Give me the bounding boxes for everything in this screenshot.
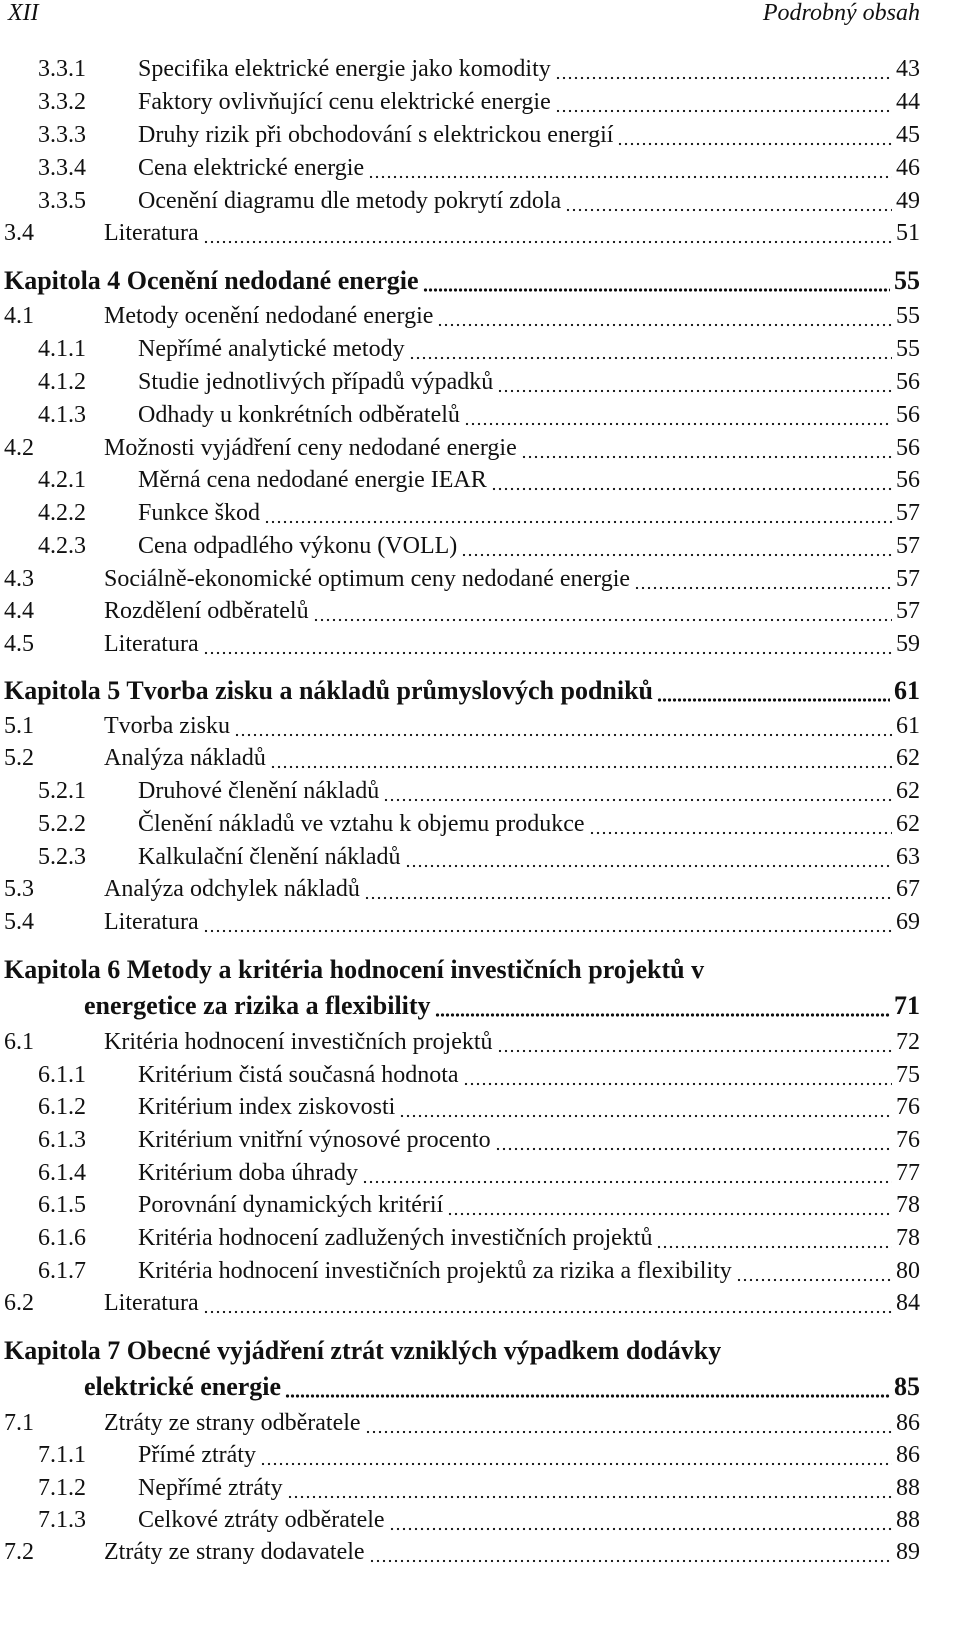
section-title: Nepřímé analytické metody — [138, 332, 409, 366]
page-number: 84 — [896, 1290, 920, 1316]
dot-leader — [285, 1370, 890, 1404]
page-number: 88 — [896, 1507, 920, 1533]
section-number: 6.1.7 — [38, 1258, 86, 1284]
toc-chapter-entry[interactable] — [4, 264, 920, 298]
section-number: 7.1 — [4, 1410, 34, 1436]
dot-leader — [409, 332, 892, 366]
section-title: Cena odpadlého výkonu (VOLL) — [138, 529, 461, 563]
toc-entry[interactable] — [4, 1406, 920, 1440]
section-title: Přímé ztráty — [138, 1438, 260, 1472]
toc-entry[interactable] — [38, 1090, 920, 1124]
dot-leader — [203, 905, 892, 939]
section-number: 3.3.4 — [38, 155, 86, 181]
dot-leader — [617, 118, 892, 152]
section-title: Kritérium index ziskovosti — [138, 1090, 399, 1124]
section-number: 3.3.2 — [38, 89, 86, 115]
section-title: Porovnání dynamických kritérií — [138, 1188, 447, 1222]
section-title: Specifika elektrické energie jako komodity — [138, 52, 555, 86]
section-number: 7.1.2 — [38, 1475, 86, 1501]
toc-entry[interactable] — [38, 1123, 920, 1157]
section-title: Možnosti vyjádření ceny nedodané energie — [104, 431, 521, 465]
toc-entry[interactable] — [38, 1221, 920, 1255]
section-title: Druhy rizik při obchodování s elektrickou energií — [138, 118, 617, 152]
section-number: 6.1.1 — [38, 1062, 86, 1088]
dot-leader — [203, 627, 892, 661]
section-title: Cena elektrické energie — [138, 151, 368, 185]
page-number: 56 — [896, 467, 920, 493]
dot-leader — [461, 529, 892, 563]
section-title: Sociálně-ekonomické optimum ceny nedodané energie — [104, 562, 634, 596]
section-title: Druhové členění nákladů — [138, 774, 383, 808]
toc-entry[interactable] — [38, 1503, 920, 1537]
section-title: Metody ocenění nedodané energie — [104, 299, 437, 333]
page-number: 86 — [896, 1410, 920, 1436]
section-title: Celkové ztráty odběratele — [138, 1503, 389, 1537]
section-title: Studie jednotlivých případů výpadků — [138, 365, 497, 399]
section-title: Literatura — [104, 216, 203, 250]
section-number: 4.3 — [4, 566, 34, 592]
toc-entry[interactable] — [38, 840, 920, 874]
section-number: 5.1 — [4, 713, 34, 739]
dot-leader — [497, 365, 892, 399]
page-number: 76 — [896, 1127, 920, 1153]
section-number: 5.3 — [4, 876, 34, 902]
toc-entry[interactable] — [4, 594, 920, 628]
page-number: 57 — [896, 566, 920, 592]
page-number: 57 — [896, 598, 920, 624]
page-number: 45 — [896, 122, 920, 148]
section-title: Kritéria hodnocení investičních projektů za rizika a flexibility — [138, 1254, 736, 1288]
toc-entry[interactable] — [38, 807, 920, 841]
section-title: Odhady u konkrétních odběratelů — [138, 398, 464, 432]
section-title: Členění nákladů ve vztahu k objemu produkce — [138, 807, 589, 841]
section-title: Nepřímé ztráty — [138, 1471, 287, 1505]
toc-chapter-entry[interactable] — [4, 953, 920, 1025]
dot-leader — [555, 85, 892, 119]
section-number: 5.2.3 — [38, 844, 86, 870]
dot-leader — [260, 1438, 892, 1472]
page-number: 59 — [896, 631, 920, 657]
section-number: 4.1.2 — [38, 369, 86, 395]
section-title: Tvorba zisku — [104, 709, 234, 743]
page-number: 62 — [896, 778, 920, 804]
chapter-title: elektrické energie — [84, 1370, 285, 1404]
dot-leader — [463, 1058, 892, 1092]
toc-chapter-entry[interactable] — [4, 674, 920, 708]
toc-entry[interactable] — [38, 1156, 920, 1190]
section-number: 3.4 — [4, 220, 34, 246]
dot-leader — [495, 1123, 892, 1157]
page-number: 78 — [896, 1192, 920, 1218]
dot-leader — [287, 1471, 892, 1505]
section-title: Kritéria hodnocení investičních projektů — [104, 1025, 497, 1059]
page-number: 78 — [896, 1225, 920, 1251]
header-section-title: Podrobný obsah — [762, 0, 920, 26]
section-number: 4.4 — [4, 598, 34, 624]
section-number: 4.2 — [4, 435, 34, 461]
toc-entry[interactable] — [4, 627, 920, 661]
dot-leader — [435, 989, 890, 1023]
toc-entry[interactable] — [38, 1254, 920, 1288]
page-number: 76 — [896, 1094, 920, 1120]
page-number: 86 — [896, 1442, 920, 1468]
section-number: 4.1.3 — [38, 402, 86, 428]
section-number: 6.1 — [4, 1029, 34, 1055]
section-number: 4.2.3 — [38, 533, 86, 559]
section-title: Rozdělení odběratelů — [104, 594, 313, 628]
page-number: 89 — [896, 1539, 920, 1565]
section-title: Faktory ovlivňující cenu elektrické energie — [138, 85, 555, 119]
page-number: 62 — [896, 811, 920, 837]
dot-leader — [389, 1503, 892, 1537]
page-number: 72 — [896, 1029, 920, 1055]
page-number: 63 — [896, 844, 920, 870]
toc-entry[interactable] — [38, 85, 920, 119]
section-number: 6.2 — [4, 1290, 34, 1316]
page-number: 61 — [894, 676, 920, 705]
toc-entry[interactable] — [38, 365, 920, 399]
toc-entry[interactable] — [38, 52, 920, 86]
dot-leader — [368, 151, 892, 185]
page-number: 49 — [896, 188, 920, 214]
section-title: Kritéria hodnocení zadlužených investičních projektů — [138, 1221, 656, 1255]
page-number: 46 — [896, 155, 920, 181]
page-number: 67 — [896, 876, 920, 902]
toc-entry[interactable] — [4, 562, 920, 596]
page-number: 55 — [896, 303, 920, 329]
section-number: 3.3.3 — [38, 122, 86, 148]
page-number: 56 — [896, 435, 920, 461]
page-number: 71 — [894, 991, 920, 1020]
dot-leader — [657, 674, 890, 708]
dot-leader — [383, 774, 892, 808]
section-number: 5.2.2 — [38, 811, 86, 837]
section-number: 5.2 — [4, 745, 34, 771]
section-title: Literatura — [104, 627, 203, 661]
dot-leader — [497, 1025, 892, 1059]
section-number: 7.1.3 — [38, 1507, 86, 1533]
section-number: 5.4 — [4, 909, 34, 935]
section-title: Kalkulační členění nákladů — [138, 840, 405, 874]
page-number: 56 — [896, 369, 920, 395]
page-number: 43 — [896, 56, 920, 82]
dot-leader — [364, 872, 892, 906]
section-title: Měrná cena nedodané energie IEAR — [138, 463, 491, 497]
page-number: 44 — [896, 89, 920, 115]
page-number: 75 — [896, 1062, 920, 1088]
toc-entry[interactable] — [38, 529, 920, 563]
toc-entry[interactable] — [4, 872, 920, 906]
toc-entry[interactable] — [38, 1438, 920, 1472]
chapter-title-line1: Kapitola 6 Metody a kritéria hodnocení investičních projektů v — [4, 955, 705, 984]
section-title: Kritérium vnitřní výnosové procento — [138, 1123, 495, 1157]
dot-leader — [203, 216, 892, 250]
section-title: Ztráty ze strany odběratele — [104, 1406, 365, 1440]
section-title: Ocenění diagramu dle metody pokrytí zdola — [138, 184, 565, 218]
section-number: 6.1.4 — [38, 1160, 86, 1186]
section-number: 6.1.6 — [38, 1225, 86, 1251]
section-number: 4.1.1 — [38, 336, 86, 362]
dot-leader — [365, 1406, 892, 1440]
toc-entry[interactable] — [38, 398, 920, 432]
page-number-roman: XII — [8, 0, 39, 26]
section-number: 4.5 — [4, 631, 34, 657]
toc-entry[interactable] — [38, 774, 920, 808]
toc-entry[interactable] — [4, 431, 920, 465]
page-number: 80 — [896, 1258, 920, 1284]
section-number: 6.1.3 — [38, 1127, 86, 1153]
dot-leader — [405, 840, 892, 874]
section-title: Analýza nákladů — [104, 741, 270, 775]
toc-entry[interactable] — [38, 184, 920, 218]
dot-leader — [203, 1286, 892, 1320]
page-number: 61 — [896, 713, 920, 739]
section-number: 4.1 — [4, 303, 34, 329]
section-number: 7.2 — [4, 1539, 34, 1565]
page-number: 88 — [896, 1475, 920, 1501]
dot-leader — [589, 807, 892, 841]
dot-leader — [362, 1156, 892, 1190]
chapter-title: energetice za rizika a flexibility — [84, 989, 435, 1023]
toc-entry[interactable] — [4, 216, 920, 250]
section-number: 5.2.1 — [38, 778, 86, 804]
chapter-title-line1: Kapitola 7 Obecné vyjádření ztrát vzniklých výpadkem dodávky — [4, 1336, 722, 1365]
section-number: 6.1.5 — [38, 1192, 86, 1218]
dot-leader — [423, 264, 890, 298]
toc-entry[interactable] — [38, 463, 920, 497]
page-number: 69 — [896, 909, 920, 935]
dot-leader — [270, 741, 892, 775]
dot-leader — [437, 299, 892, 333]
section-number: 6.1.2 — [38, 1094, 86, 1120]
page-number: 77 — [896, 1160, 920, 1186]
dot-leader — [491, 463, 892, 497]
toc-entry[interactable] — [4, 709, 920, 743]
section-number: 3.3.1 — [38, 56, 86, 82]
dot-leader — [234, 709, 892, 743]
page-number: 57 — [896, 533, 920, 559]
section-title: Kritérium doba úhrady — [138, 1156, 362, 1190]
page-number: 55 — [896, 336, 920, 362]
section-title: Kritérium čistá současná hodnota — [138, 1058, 463, 1092]
toc-entry[interactable] — [4, 1025, 920, 1059]
toc-entry[interactable] — [4, 905, 920, 939]
section-title: Ztráty ze strany dodavatele — [104, 1535, 369, 1569]
section-number: 3.3.5 — [38, 188, 86, 214]
page-number: 55 — [894, 266, 920, 295]
toc-entry[interactable] — [38, 1058, 920, 1092]
page-number: 85 — [894, 1372, 920, 1401]
dot-leader — [565, 184, 892, 218]
toc-entry[interactable] — [4, 1286, 920, 1320]
dot-leader — [399, 1090, 892, 1124]
toc-chapter-entry[interactable] — [4, 1334, 920, 1406]
toc-entry[interactable] — [38, 1188, 920, 1222]
toc-entry[interactable] — [38, 151, 920, 185]
dot-leader — [447, 1188, 892, 1222]
section-number: 4.2.2 — [38, 500, 86, 526]
dot-leader — [264, 496, 892, 530]
dot-leader — [521, 431, 892, 465]
page-number: 56 — [896, 402, 920, 428]
page-number: 62 — [896, 745, 920, 771]
dot-leader — [555, 52, 892, 86]
dot-leader — [313, 594, 892, 628]
dot-leader — [369, 1535, 892, 1569]
toc-entry[interactable] — [38, 118, 920, 152]
section-title: Literatura — [104, 905, 203, 939]
section-number: 4.2.1 — [38, 467, 86, 493]
section-number: 7.1.1 — [38, 1442, 86, 1468]
toc-entry[interactable] — [4, 299, 920, 333]
toc-entry[interactable] — [38, 332, 920, 366]
chapter-title: Kapitola 5 Tvorba zisku a nákladů průmyslových podniků — [4, 674, 657, 708]
page-number: 51 — [896, 220, 920, 246]
page-number: 57 — [896, 500, 920, 526]
dot-leader — [634, 562, 892, 596]
running-header — [8, 0, 920, 28]
toc-entry[interactable] — [38, 1471, 920, 1505]
section-title: Literatura — [104, 1286, 203, 1320]
toc-entry[interactable] — [38, 496, 920, 530]
chapter-title: Kapitola 4 Ocenění nedodané energie — [4, 264, 423, 298]
toc-entry[interactable] — [4, 1535, 920, 1569]
dot-leader — [736, 1254, 892, 1288]
toc-entry[interactable] — [4, 741, 920, 775]
dot-leader — [464, 398, 892, 432]
section-title: Funkce škod — [138, 496, 264, 530]
section-title: Analýza odchylek nákladů — [104, 872, 364, 906]
dot-leader — [656, 1221, 892, 1255]
